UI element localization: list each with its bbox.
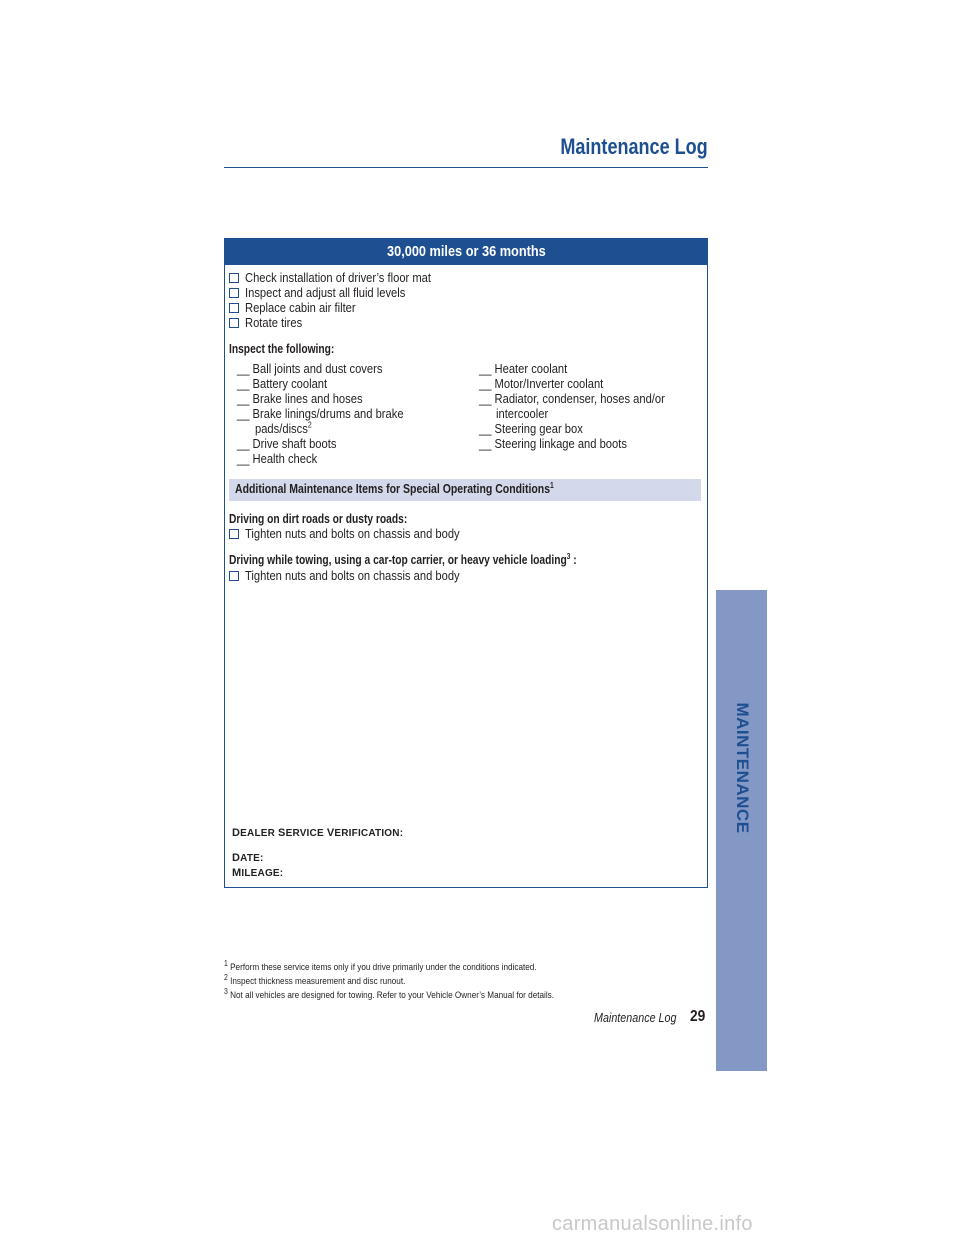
footnote-ref: 2 (307, 420, 312, 430)
footer-section-label: Maintenance Log (594, 1011, 677, 1025)
footnote-text: Perform these service items only if you drive primarily under the conditions indicated. (230, 962, 537, 973)
page-number: 29 (690, 1008, 706, 1025)
date-label (232, 852, 264, 864)
footnote-text: Not all vehicles are designed for towing. Refer to your Vehicle Owner’s Manual for details. (230, 990, 555, 1001)
checkbox[interactable] (229, 571, 239, 581)
dealer-verification-label (232, 827, 403, 839)
inspect-item: __ Brake linings/drums and brake (237, 406, 404, 421)
label-text: ERIFICATION: (334, 828, 404, 839)
checkbox[interactable] (229, 318, 239, 328)
footnote-ref: 3 (566, 551, 571, 561)
inspect-heading: Inspect the following: (229, 342, 335, 356)
inspect-item-continued: intercooler (496, 406, 549, 421)
footnote (224, 972, 406, 987)
special-conditions-text: Additional Maintenance Items for Special Operating Conditions (235, 482, 551, 496)
footnote-number: 1 (224, 958, 228, 968)
inspect-item-text: pads/discs (255, 421, 308, 436)
checkbox[interactable] (229, 273, 239, 283)
inspect-item-continued (255, 421, 312, 436)
label-initial: D (232, 827, 241, 839)
inspect-item: __ Battery coolant (237, 376, 328, 391)
inspect-item: __ Steering gear box (479, 421, 583, 436)
checkbox[interactable] (229, 288, 239, 298)
footnote (224, 986, 555, 1001)
page-title: Maintenance Log (560, 134, 708, 159)
interval-header-text: 30,000 miles or 36 months (386, 243, 546, 260)
footnote-number: 3 (224, 986, 228, 996)
label-initial: S (278, 827, 286, 839)
checklist-item-label: Tighten nuts and bolts on chassis and body (245, 568, 460, 583)
special-conditions-bar (229, 479, 701, 501)
label-initial: M (232, 867, 242, 879)
inspect-item: __ Heater coolant (479, 361, 568, 376)
inspect-item: __ Radiator, condenser, hoses and/or (479, 391, 665, 406)
inspect-item: __ Motor/Inverter coolant (479, 376, 604, 391)
footnote-text: Inspect thickness measurement and disc runout. (230, 976, 406, 987)
dirt-roads-heading: Driving on dirt roads or dusty roads: (229, 512, 408, 526)
footnote (224, 958, 537, 973)
towing-heading-text: Driving while towing, using a car-top carrier, or heavy vehicle loading (229, 553, 567, 567)
checkbox[interactable] (229, 303, 239, 313)
inspect-item: __ Steering linkage and boots (479, 436, 627, 451)
inspect-item: __ Health check (237, 451, 318, 466)
towing-heading (229, 553, 577, 567)
special-conditions-heading (235, 482, 554, 496)
towing-heading-tail: : (570, 553, 577, 567)
checklist-item-label: Rotate tires (245, 315, 303, 330)
label-initial: V (326, 827, 335, 839)
checklist-item-label: Check installation of driver’s floor mat (245, 270, 432, 285)
checkbox[interactable] (229, 529, 239, 539)
inspect-item: __ Ball joints and dust covers (237, 361, 383, 376)
footnote-ref: 1 (550, 480, 554, 490)
section-side-tab (716, 590, 767, 1071)
label-text: ILEAGE: (241, 868, 284, 879)
inspect-item: __ Drive shaft boots (237, 436, 337, 451)
mileage-label (232, 867, 283, 879)
label-text: ERVICE (285, 828, 327, 839)
checklist-item-label: Inspect and adjust all fluid levels (245, 285, 406, 300)
maintenance-log-box (224, 238, 708, 888)
watermark: carmanualsonline.info (552, 1213, 753, 1235)
interval-header (225, 239, 707, 265)
checklist-item-label: Replace cabin air filter (245, 300, 356, 315)
inspect-item: __ Brake lines and hoses (237, 391, 363, 406)
title-divider (224, 167, 708, 168)
footnote-number: 2 (224, 972, 228, 982)
side-tab-label: MAINTENANCE (732, 702, 752, 834)
label-text: ATE: (240, 853, 264, 864)
label-text: EALER (240, 828, 279, 839)
label-initial: D (232, 852, 241, 864)
checklist-item-label: Tighten nuts and bolts on chassis and body (245, 526, 460, 541)
